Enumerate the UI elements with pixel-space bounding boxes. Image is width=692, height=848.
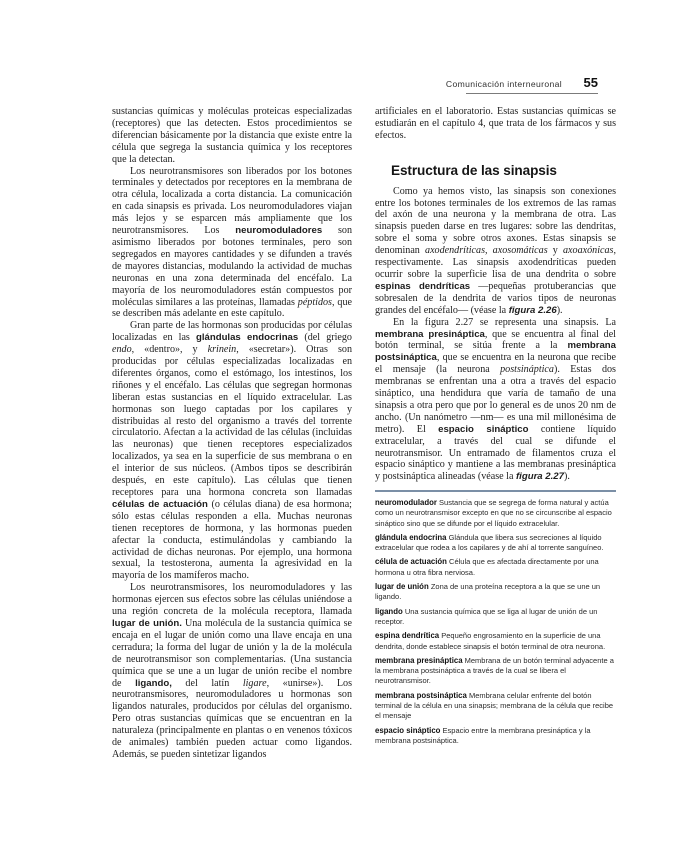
glossary-entry [375,607,616,628]
glossary-definition: Espacio entre la membrana presináptica y la membrana postsináptica. [375,725,591,745]
section-heading: Estructura de las sinapsis [391,162,557,178]
glossary-entry [375,656,616,687]
glossary-entry [375,498,616,529]
paragraph: artificiales en el laboratorio. Estas sustancias químicas se estudiarán en el capítulo 4, que trata de los fármacos y sus efectos. [375,106,616,141]
running-title: Comunicación interneuronal [445,79,562,89]
glossary-box [375,490,616,750]
paragraph: Como ya hemos visto, las sinapsis son conexiones entre los botones terminales de los extremos de las ramas del axón de una neurona y la membrana de otra. Las sinapsis pueden darse en tres lugares: sobre las dendritas, sobre el soma y sobre otros axones. Estas sinapsis se denominan axodendríticas, axosomáticas y axoaxónicas, respectivamente. Las sinapsis axodendríticas pueden ocurrir sobre la superficie lisa de una dendrita o sobre espinas dendríticas —pequeñas protuberancias que sobresalen de la dendrita de varios tipos de neuronas grandes del encéfalo— (véase la figura 2.26). [375,185,617,316]
paragraph: Los neurotransmisores son liberados por los botones terminales y detectados por receptores en la membrana de otra célula, localizada a corta distancia. La comunicación en cada sinapsis es privada. Los neuromoduladores viajan más lejos y se esparcen más ampliamente que los neurotransmisores. Los neuromoduladores son asimismo liberados por botones terminales, pero son segregados en mayores cantidades y se difunden a través de mayores distancias, modulando la actividad de muchas neuronas en una zona determinada del encéfalo. La mayoría de los neuromoduladores están compuestos por moléculas similares a las proteínas, llamadas péptidos, que se describen más adelante en este capítulo. [112,165,352,320]
glossary-definition: Membrana de un botón terminal adyacente a la membrana postsináptica a través de la cual se libera el neurotransmisor. [375,655,614,686]
page-number: 55 [583,75,598,90]
glossary-term: espina dendrítica [375,631,440,641]
glossary-entry [375,557,616,578]
glossary-definition: Glándula que libera sus secreciones al líquido extracelular que rodea a los capilares y de ahí al torrente sanguíneo. [375,532,604,553]
key-term: membrana postsináptica [375,340,616,364]
header-rule [466,93,598,94]
key-term: neuromoduladores [235,225,323,237]
glossary-entry [375,726,616,747]
glossary-definition: Zona de una proteína receptora a la que se une un ligando. [375,582,601,602]
paragraph: Gran parte de las hormonas son producidas por células localizadas en las glándulas endocrinas (del griego endo, «dentro», y krinein, «secretar»). Otras son producidas por células especializadas localizadas en diferentes órganos, como el estómago, los intestinos, los riñones y el encéfalo. Las células que segregan hormonas liberan estas sustancias en el líquido extracelular. Las hormonas son luego captadas por los capilares y distribuidas al resto del organismo a través del torrente circulatorio. Afectan a la actividad de las células (incluidas las neuronas) que tienen receptores especializados localizados, ya sea en la superficie de sus membrana o en el interior de sus núcleos. (Ambos tipos se describirán después, en este capítulo). Las células que tienen receptores para una hormona concreta son llamadas células de actuación (o células diana) de esa hormona; sólo estas células responden a ella. Muchas neuronas tienen receptores de hormona, y las hormonas pueden afectar la conducta, estimulándolas y cambiando la actividad de dichas neuronas. Por ejemplo, una hormona sexual, la testosterona, aumenta la agresividad en la mayoría de los mamíferos macho. [112,320,352,582]
key-term: células de actuación [112,498,208,510]
glossary-definition: Sustancia que se segrega de forma natural y actúa como un neurotransmisor excepto en que no se circunscribe al espacio sináptico sino que se difunde por el líquido extracelular. [375,498,612,528]
glossary-definition: Membrana celular enfrente del botón terminal de la célula en una sinapsis; membrana de la célula que recibe el mensaje [375,690,614,721]
key-term: glándulas endocrinas [195,332,299,344]
left-column [112,106,352,761]
key-term: ligando, [135,677,172,689]
glossary-definition: Pequeño engrosamiento en la superficie de una dendrita, donde establece sinapsis el botón terminal de otra neurona. [375,631,606,651]
glossary-term: neuromodulador [375,498,437,507]
glossary-term: ligando [375,606,403,616]
right-column [375,106,616,483]
glossary-definition: Célula que es afectada directamente por una hormona u otra fibra nerviosa. [375,557,599,577]
running-header [445,74,598,92]
figure-reference: figura 2.27 [515,471,564,483]
paragraph: sustancias químicas y moléculas proteicas especializadas (receptores) que las detecten. Estos procedimientos se diferencian básicamente por la distancia que existe entre la célula que segrega la sustancia química y los receptores que la detectan. [112,106,352,165]
figure-reference: figura 2.26 [508,304,557,316]
glossary-entry [375,631,616,652]
key-term: lugar de unión. [112,617,182,629]
glossary-term: célula de actuación [375,557,447,567]
key-term: espacio sináptico [438,423,529,435]
key-term: membrana presináptica [375,328,485,340]
key-term: espinas dendríticas [375,280,471,292]
glossary-term: membrana postsináptica [375,690,467,700]
glossary-term: lugar de unión [375,582,429,592]
glossary-definition: Una sustancia química que se liga al lugar de unión de un receptor. [375,606,598,626]
paragraph: En la figura 2.27 se representa una sinapsis. La membrana presináptica, que se encuentra al final del botón terminal, se sitúa frente a la membrana postsináptica, que se encuentra en la neurona que recibe el mensaje (la neurona postsináptica). Estas dos membranas se enfrentan una a otra a través del espacio sináptico, una hendidura que varía de tamaño de una sinapsis a otra pero que por lo general es de unos 20 nm de ancho. (Un nanómetro —nm— es una mil millonésima de metro). El espacio sináptico contiene líquido extracelular, a través del cual se difunde el neurotransmisor. Un entramado de filamentos cruza el espacio sináptico y mantiene a las membranas presináptica y postsináptica alineadas (véase la figura 2.27). [375,316,616,483]
glossary-entry [375,582,616,603]
glossary-term: glándula endocrina [375,532,447,542]
glossary-term: membrana presináptica [375,655,463,665]
glossary-entry [375,533,616,554]
paragraph: Los neurotransmisores, los neuromoduladores y las hormonas ejercen sus efectos sobre las células uniéndose a una región concreta de la molécula receptora, llamada lugar de unión. Una molécula de la sustancia química se encaja en el lugar de unión como una llave encaja en una cerradura; la forma del lugar de unión y la de la molécula de neurotransmisor son complementarias. (Una sustancia química que se une a un lugar de unión recibe el nombre de ligando, del latín ligare, «unirse»). Los neurotransmisores, neuromoduladores u hormonas son ligandos naturales, producidos por células del organismo. Pero otras sustancias químicas que se encuentran en la naturaleza (principalmente en plantas o en venenos tóxicos de animales) también pueden actuar como ligandos. Además, se pueden sintetizar ligandos [112,582,353,760]
glossary-entry [375,691,616,722]
glossary-term: espacio sináptico [375,725,441,735]
